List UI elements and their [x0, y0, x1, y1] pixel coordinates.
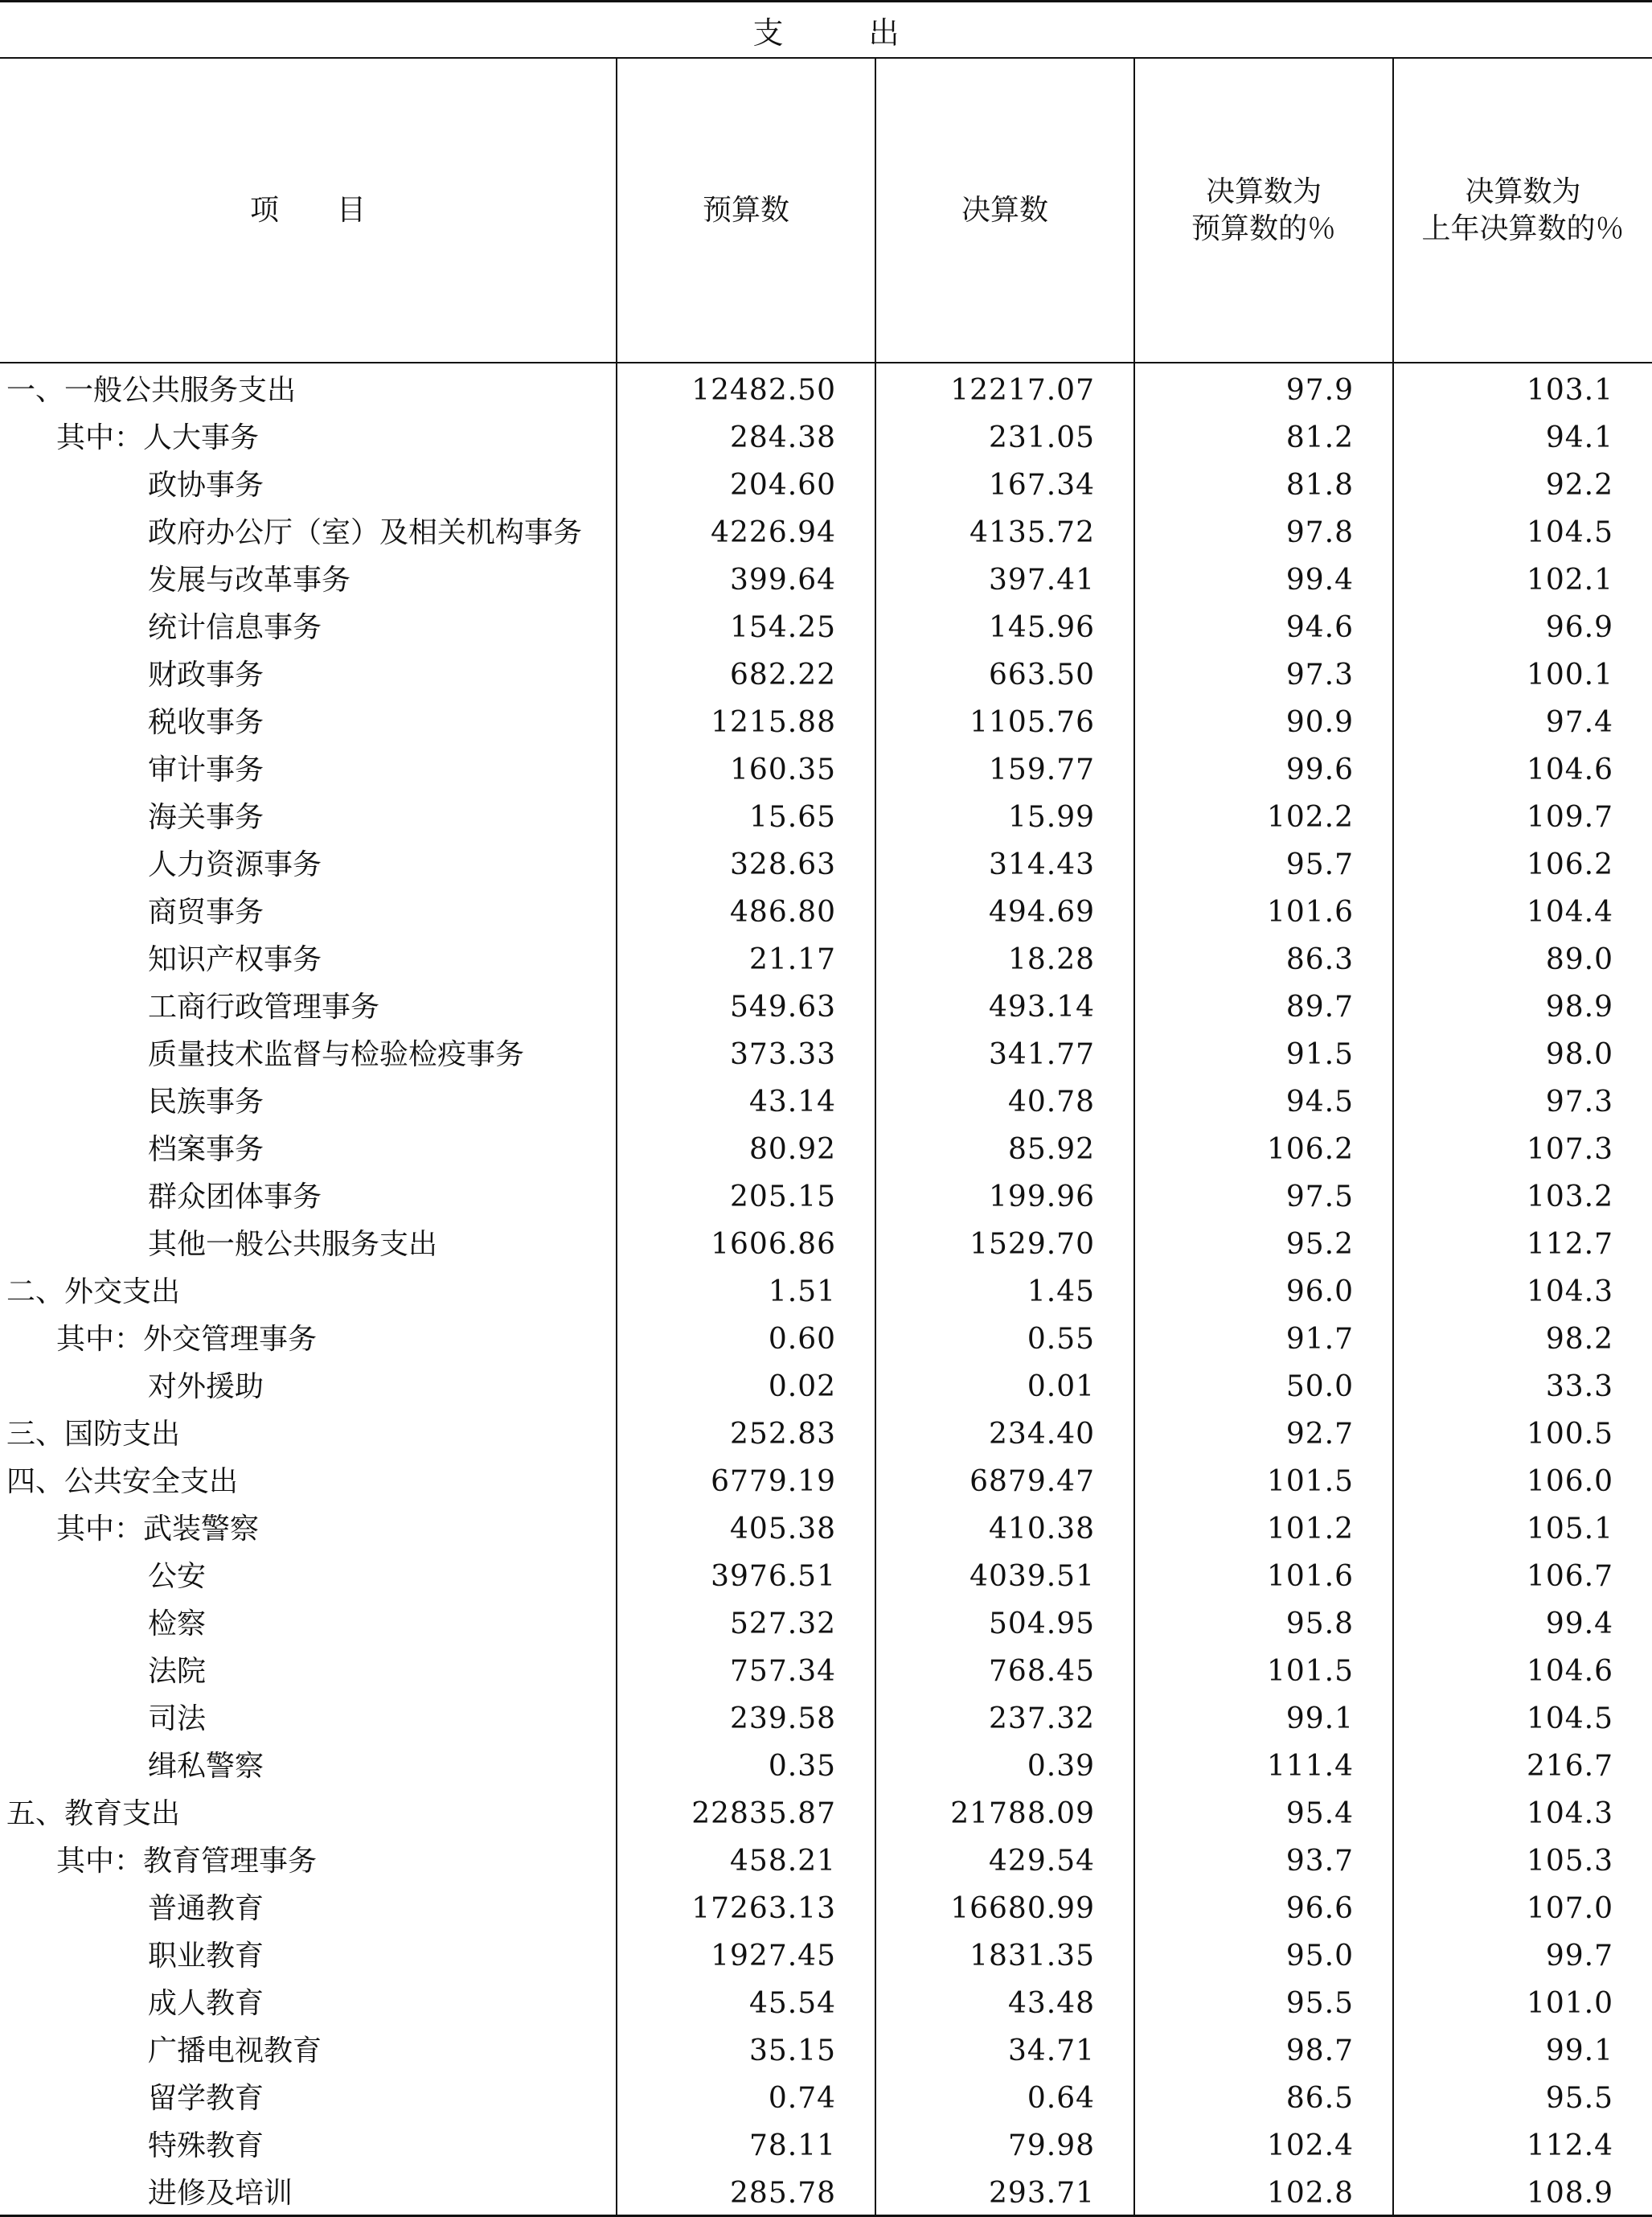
header-pct-prev-line1: 决算数为: [1465, 174, 1581, 208]
table-row: [0, 1505, 1652, 1553]
pct-prev-cell: 104.6: [1393, 746, 1652, 794]
pct-budget-cell: 111.4: [1134, 1743, 1393, 1790]
final-cell: 0.64: [875, 2075, 1134, 2122]
budget-cell: 682.22: [617, 651, 875, 699]
pct-prev-cell: 104.3: [1393, 1268, 1652, 1316]
final-cell: 768.45: [875, 1648, 1134, 1695]
pct-prev-cell: 100.5: [1393, 1410, 1652, 1458]
final-cell: 15.99: [875, 794, 1134, 841]
budget-cell: 373.33: [617, 1031, 875, 1078]
final-cell: 167.34: [875, 462, 1134, 509]
final-cell: 1.45: [875, 1268, 1134, 1316]
row-label: 其中：外交管理事务: [56, 1323, 318, 1356]
table-row: [0, 2170, 1652, 2217]
pct-budget-cell: 86.3: [1134, 936, 1393, 983]
final-cell: 0.55: [875, 1316, 1134, 1363]
pct-prev-cell: 107.0: [1393, 1885, 1652, 1932]
table-row: [0, 746, 1652, 794]
pct-budget-cell: 94.6: [1134, 604, 1393, 651]
budget-cell: 405.38: [617, 1505, 875, 1553]
header-budget: 预算数: [617, 59, 875, 363]
table-row: [0, 1837, 1652, 1885]
budget-cell: 757.34: [617, 1648, 875, 1695]
header-pct-budget-line2: 预算数的％: [1191, 211, 1336, 245]
pct-prev-cell: 107.3: [1393, 1126, 1652, 1173]
final-cell: 429.54: [875, 1837, 1134, 1885]
pct-prev-cell: 106.0: [1393, 1458, 1652, 1505]
row-label: 财政事务: [148, 659, 264, 692]
row-label: 留学教育: [148, 2082, 264, 2115]
row-label: 进修及培训: [148, 2177, 293, 2210]
final-cell: 234.40: [875, 1410, 1134, 1458]
table-row: [0, 509, 1652, 556]
header-row: [0, 59, 1652, 363]
final-cell: 410.38: [875, 1505, 1134, 1553]
pct-prev-cell: 103.2: [1393, 1173, 1652, 1221]
table-row: [0, 889, 1652, 936]
pct-budget-cell: 99.1: [1134, 1695, 1393, 1743]
table-body: [0, 363, 1652, 2217]
header-pct-prev-line2: 上年决算数的％: [1421, 211, 1625, 245]
pct-budget-cell: 101.2: [1134, 1505, 1393, 1553]
table-row: [0, 2075, 1652, 2122]
row-label: 民族事务: [148, 1086, 264, 1119]
header-pct-prev: [1393, 59, 1652, 363]
final-cell: 40.78: [875, 1078, 1134, 1126]
final-cell: 493.14: [875, 983, 1134, 1031]
budget-cell: 1927.45: [617, 1932, 875, 1980]
final-cell: 43.48: [875, 1980, 1134, 2027]
table-row: [0, 1268, 1652, 1316]
pct-budget-cell: 95.0: [1134, 1932, 1393, 1980]
final-cell: 504.95: [875, 1600, 1134, 1648]
pct-prev-cell: 33.3: [1393, 1363, 1652, 1410]
pct-prev-cell: 104.4: [1393, 889, 1652, 936]
final-cell: 6879.47: [875, 1458, 1134, 1505]
table-row: [0, 699, 1652, 746]
pct-prev-cell: 112.4: [1393, 2122, 1652, 2170]
pct-budget-cell: 101.6: [1134, 889, 1393, 936]
final-cell: 18.28: [875, 936, 1134, 983]
budget-cell: 204.60: [617, 462, 875, 509]
final-cell: 397.41: [875, 556, 1134, 604]
pct-prev-cell: 105.1: [1393, 1505, 1652, 1553]
row-label: 其中：武装警察: [56, 1513, 260, 1546]
row-label: 职业教育: [148, 1940, 264, 1973]
pct-prev-cell: 95.5: [1393, 2075, 1652, 2122]
row-label: 二、外交支出: [6, 1275, 181, 1308]
budget-cell: 549.63: [617, 983, 875, 1031]
budget-cell: 17263.13: [617, 1885, 875, 1932]
budget-cell: 239.58: [617, 1695, 875, 1743]
final-cell: 1529.70: [875, 1221, 1134, 1268]
pct-prev-cell: 97.4: [1393, 699, 1652, 746]
table-row: [0, 1410, 1652, 1458]
row-label: 人力资源事务: [148, 848, 322, 881]
row-label: 工商行政管理事务: [148, 991, 380, 1024]
row-label: 成人教育: [148, 1987, 264, 2020]
budget-cell: 205.15: [617, 1173, 875, 1221]
pct-prev-cell: 104.3: [1393, 1790, 1652, 1837]
pct-budget-cell: 99.6: [1134, 746, 1393, 794]
pct-budget-cell: 97.8: [1134, 509, 1393, 556]
final-cell: 494.69: [875, 889, 1134, 936]
budget-cell: 4226.94: [617, 509, 875, 556]
final-cell: 199.96: [875, 1173, 1134, 1221]
table-row: [0, 1221, 1652, 1268]
final-cell: 79.98: [875, 2122, 1134, 2170]
table-row: [0, 794, 1652, 841]
row-label: 其中：人大事务: [56, 421, 260, 454]
final-cell: 0.01: [875, 1363, 1134, 1410]
pct-budget-cell: 101.5: [1134, 1648, 1393, 1695]
row-label: 统计信息事务: [148, 611, 322, 644]
table-row: [0, 1126, 1652, 1173]
pct-prev-cell: 106.2: [1393, 841, 1652, 889]
final-cell: 293.71: [875, 2170, 1134, 2217]
pct-budget-cell: 81.8: [1134, 462, 1393, 509]
final-cell: 1831.35: [875, 1932, 1134, 1980]
pct-prev-cell: 98.2: [1393, 1316, 1652, 1363]
table-row: [0, 1553, 1652, 1600]
row-label: 一、一般公共服务支出: [6, 374, 297, 407]
row-label: 广播电视教育: [148, 2034, 322, 2067]
table-row: [0, 462, 1652, 509]
budget-cell: 0.02: [617, 1363, 875, 1410]
pct-prev-cell: 92.2: [1393, 462, 1652, 509]
pct-budget-cell: 91.7: [1134, 1316, 1393, 1363]
final-cell: 341.77: [875, 1031, 1134, 1078]
row-label: 商贸事务: [148, 896, 264, 929]
budget-cell: 6779.19: [617, 1458, 875, 1505]
budget-cell: 160.35: [617, 746, 875, 794]
table-header: [0, 59, 1652, 363]
budget-cell: 458.21: [617, 1837, 875, 1885]
pct-prev-cell: 96.9: [1393, 604, 1652, 651]
table-row: [0, 1885, 1652, 1932]
budget-cell: 15.65: [617, 794, 875, 841]
row-label: 政协事务: [148, 469, 264, 502]
budget-cell: 527.32: [617, 1600, 875, 1648]
row-label: 检察: [148, 1607, 207, 1640]
pct-prev-cell: 97.3: [1393, 1078, 1652, 1126]
table-row: [0, 1932, 1652, 1980]
budget-cell: 0.35: [617, 1743, 875, 1790]
pct-budget-cell: 95.4: [1134, 1790, 1393, 1837]
pct-budget-cell: 96.0: [1134, 1268, 1393, 1316]
row-label: 缉私警察: [148, 1750, 264, 1783]
pct-budget-cell: 97.3: [1134, 651, 1393, 699]
budget-cell: 0.60: [617, 1316, 875, 1363]
pct-budget-cell: 81.2: [1134, 414, 1393, 462]
pct-prev-cell: 104.6: [1393, 1648, 1652, 1695]
pct-budget-cell: 95.2: [1134, 1221, 1393, 1268]
pct-budget-cell: 89.7: [1134, 983, 1393, 1031]
table-row: [0, 556, 1652, 604]
row-label: 特殊教育: [148, 2129, 264, 2162]
final-cell: 1105.76: [875, 699, 1134, 746]
pct-prev-cell: 102.1: [1393, 556, 1652, 604]
table-row: [0, 936, 1652, 983]
row-label: 政府办公厅（室）及相关机构事务: [148, 516, 583, 549]
row-label: 法院: [148, 1655, 207, 1688]
budget-cell: 285.78: [617, 2170, 875, 2217]
budget-cell: 35.15: [617, 2027, 875, 2075]
row-label: 知识产权事务: [148, 943, 322, 976]
final-cell: 145.96: [875, 604, 1134, 651]
row-label: 五、教育支出: [6, 1797, 181, 1830]
table-row: [0, 1600, 1652, 1648]
budget-cell: 154.25: [617, 604, 875, 651]
pct-budget-cell: 101.5: [1134, 1458, 1393, 1505]
table-row: [0, 651, 1652, 699]
row-label: 普通教育: [148, 1892, 264, 1925]
row-label: 对外援助: [148, 1370, 264, 1403]
budget-cell: 1606.86: [617, 1221, 875, 1268]
row-label: 其中：教育管理事务: [56, 1845, 318, 1878]
row-label: 三、国防支出: [6, 1418, 181, 1451]
pct-budget-cell: 99.4: [1134, 556, 1393, 604]
table-row: [0, 1458, 1652, 1505]
budget-cell: 284.38: [617, 414, 875, 462]
pct-budget-cell: 95.7: [1134, 841, 1393, 889]
pct-prev-cell: 108.9: [1393, 2170, 1652, 2217]
pct-prev-cell: 105.3: [1393, 1837, 1652, 1885]
pct-budget-cell: 96.6: [1134, 1885, 1393, 1932]
pct-prev-cell: 109.7: [1393, 794, 1652, 841]
pct-budget-cell: 86.5: [1134, 2075, 1393, 2122]
row-label: 其他一般公共服务支出: [148, 1228, 438, 1261]
pct-budget-cell: 93.7: [1134, 1837, 1393, 1885]
pct-prev-cell: 216.7: [1393, 1743, 1652, 1790]
header-pct-budget: [1134, 59, 1393, 363]
final-cell: 159.77: [875, 746, 1134, 794]
table-row: [0, 841, 1652, 889]
row-label: 公安: [148, 1560, 207, 1593]
pct-budget-cell: 106.2: [1134, 1126, 1393, 1173]
pct-budget-cell: 101.6: [1134, 1553, 1393, 1600]
budget-cell: 1215.88: [617, 699, 875, 746]
budget-cell: 21.17: [617, 936, 875, 983]
row-label: 司法: [148, 1702, 207, 1735]
pct-prev-cell: 104.5: [1393, 1695, 1652, 1743]
pct-prev-cell: 99.7: [1393, 1932, 1652, 1980]
table-row: [0, 2122, 1652, 2170]
budget-cell: 45.54: [617, 1980, 875, 2027]
budget-cell: 328.63: [617, 841, 875, 889]
budget-cell: 399.64: [617, 556, 875, 604]
pct-prev-cell: 101.0: [1393, 1980, 1652, 2027]
table-row: [0, 1743, 1652, 1790]
table-row: [0, 1980, 1652, 2027]
pct-budget-cell: 102.2: [1134, 794, 1393, 841]
pct-prev-cell: 98.9: [1393, 983, 1652, 1031]
pct-prev-cell: 99.4: [1393, 1600, 1652, 1648]
row-label: 海关事务: [148, 801, 264, 834]
table-title: 支 出: [752, 14, 927, 51]
table-row: [0, 363, 1652, 414]
table-row: [0, 1790, 1652, 1837]
final-cell: 12217.07: [875, 363, 1134, 414]
pct-budget-cell: 95.5: [1134, 1980, 1393, 2027]
table-row: [0, 1695, 1652, 1743]
budget-cell: 486.80: [617, 889, 875, 936]
pct-prev-cell: 103.1: [1393, 363, 1652, 414]
pct-budget-cell: 98.7: [1134, 2027, 1393, 2075]
table-row: [0, 1078, 1652, 1126]
pct-prev-cell: 89.0: [1393, 936, 1652, 983]
table-row: [0, 983, 1652, 1031]
table-row: [0, 604, 1652, 651]
table-row: [0, 1316, 1652, 1363]
row-label: 质量技术监督与检验检疫事务: [148, 1038, 525, 1071]
pct-prev-cell: 112.7: [1393, 1221, 1652, 1268]
budget-cell: 1.51: [617, 1268, 875, 1316]
budget-cell: 3976.51: [617, 1553, 875, 1600]
budget-cell: 78.11: [617, 2122, 875, 2170]
row-label: 税收事务: [148, 706, 264, 739]
row-label: 档案事务: [148, 1133, 264, 1166]
pct-budget-cell: 97.5: [1134, 1173, 1393, 1221]
final-cell: 34.71: [875, 2027, 1134, 2075]
final-cell: 314.43: [875, 841, 1134, 889]
final-cell: 0.39: [875, 1743, 1134, 1790]
expenditure-table: [0, 59, 1652, 2217]
budget-cell: 0.74: [617, 2075, 875, 2122]
pct-prev-cell: 104.5: [1393, 509, 1652, 556]
table-row: [0, 1363, 1652, 1410]
table-row: [0, 1173, 1652, 1221]
header-item: 项 目: [0, 59, 617, 363]
final-cell: 21788.09: [875, 1790, 1134, 1837]
final-cell: 16680.99: [875, 1885, 1134, 1932]
budget-cell: 43.14: [617, 1078, 875, 1126]
budget-cell: 12482.50: [617, 363, 875, 414]
table-row: [0, 414, 1652, 462]
row-label: 群众团体事务: [148, 1180, 322, 1213]
table-row: [0, 1648, 1652, 1695]
row-label: 审计事务: [148, 753, 264, 786]
pct-budget-cell: 90.9: [1134, 699, 1393, 746]
pct-budget-cell: 94.5: [1134, 1078, 1393, 1126]
final-cell: 237.32: [875, 1695, 1134, 1743]
pct-budget-cell: 50.0: [1134, 1363, 1393, 1410]
final-cell: 231.05: [875, 414, 1134, 462]
budget-cell: 80.92: [617, 1126, 875, 1173]
pct-prev-cell: 100.1: [1393, 651, 1652, 699]
pct-budget-cell: 97.9: [1134, 363, 1393, 414]
pct-budget-cell: 102.4: [1134, 2122, 1393, 2170]
header-pct-budget-line1: 决算数为: [1205, 174, 1322, 208]
row-label: 发展与改革事务: [148, 564, 351, 597]
budget-cell: 252.83: [617, 1410, 875, 1458]
table-row: [0, 2027, 1652, 2075]
final-cell: 85.92: [875, 1126, 1134, 1173]
table-row: [0, 1031, 1652, 1078]
pct-prev-cell: 98.0: [1393, 1031, 1652, 1078]
row-label: 四、公共安全支出: [6, 1465, 239, 1498]
final-cell: 4135.72: [875, 509, 1134, 556]
pct-budget-cell: 91.5: [1134, 1031, 1393, 1078]
pct-budget-cell: 92.7: [1134, 1410, 1393, 1458]
pct-prev-cell: 99.1: [1393, 2027, 1652, 2075]
pct-prev-cell: 94.1: [1393, 414, 1652, 462]
final-cell: 663.50: [875, 651, 1134, 699]
pct-budget-cell: 102.8: [1134, 2170, 1393, 2217]
budget-cell: 22835.87: [617, 1790, 875, 1837]
header-final: 决算数: [875, 59, 1134, 363]
final-cell: 4039.51: [875, 1553, 1134, 1600]
pct-prev-cell: 106.7: [1393, 1553, 1652, 1600]
pct-budget-cell: 95.8: [1134, 1600, 1393, 1648]
